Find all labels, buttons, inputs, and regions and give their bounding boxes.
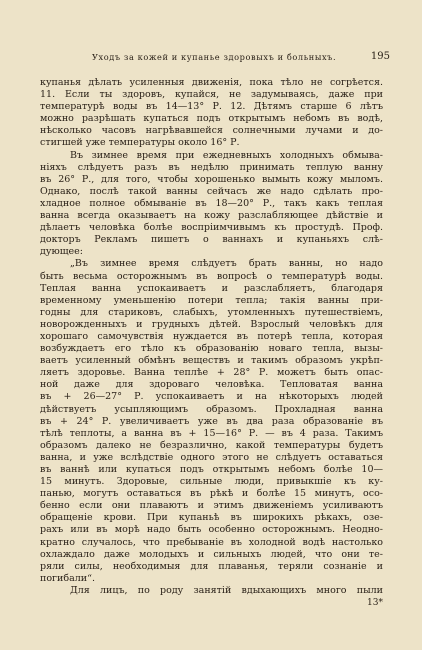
body-text [40,77,383,597]
signature-mark: 13* [367,598,383,608]
text-line: дѣлаетъ человѣка болѣе воспріимчивымъ къ простудѣ. Проф. [40,222,383,234]
text-line: тѣлѣ теплоты, а ванна въ + 15—16° Р. — въ 4 раза. Такимъ [40,427,383,439]
text-line: ванна всегда оказываетъ на кожу разслабляющее дѣйствіе и [40,210,383,222]
text-line: купанья дѣлать усиленныя движенія, пока тѣло не согрѣется. [40,77,383,88]
text-line: годны для стариковъ, слабыхъ, утомленныхъ путешествіемъ, [40,306,383,318]
text-line: ряли силы, необходимыя для плаванья, теряли сознаніе и [40,560,383,572]
text-line: ванна, и уже вслѣдствіе одного этого не слѣдуетъ оставаться [40,451,383,463]
text-line: ной даже для здороваго человѣка. Тепловатая ванна [40,379,383,391]
text-line: въ + 24° Р. увеличиваетъ уже въ два раза образованіе въ [40,415,383,427]
text-line: быть весьма осторожнымъ въ вопросѣ о температурѣ воды. [40,270,383,282]
text-line: кратно случалось, что пребываніе въ холодной водѣ настолько [40,536,383,548]
text-line: рахъ или въ морѣ надо быть особенно осторожнымъ. Неодно- [40,524,383,536]
running-head [40,52,390,66]
text-line: дѣйствуетъ усыпляющимъ образомъ. Прохладная ванна [40,403,383,415]
text-line: стигшей уже температуры около 16° Р. [40,137,240,149]
text-line: Однако, послѣ такой ванны сейчасъ же надо сдѣлать про- [40,185,383,197]
page-number: 195 [370,51,390,62]
text-line: въ 26° Р., для того, чтобы хорошенько вымыть кожу мыломъ. [40,173,383,185]
text-line: можно разрѣшать купаться подъ открытымъ небомъ въ водѣ, [40,113,383,125]
text-line: охлаждало даже молодыхъ и сильныхъ людей, что они те- [40,548,383,560]
text-line: въ ваннѣ или купаться подъ открытымъ небомъ болѣе 10— [40,464,383,475]
text-line: хладное полное обмываніе въ 18—20° Р., такъ какъ теплая [40,197,383,209]
text-line: панью, могутъ оставаться въ рѣкѣ и болѣе 15 минутъ, осо- [40,488,383,500]
text-line: Въ зимнее время при ежедневныхъ холодныхъ обмыва- [70,149,383,161]
text-line: докторъ Рекламъ пишетъ о ваннахъ и купаньяхъ слѣ- [40,234,383,246]
text-line: новорожденныхъ и грудныхъ дѣтей. Взрослый человѣкъ для [40,318,383,330]
text-line: временному уменьшенію потери тепла; такія ванны при- [40,294,383,306]
running-title: Уходъ за кожей и купанье здоровыхъ и больныхъ. [92,52,337,62]
text-line: хорошаго самочувствія нуждается въ потерѣ тепла, которая [40,330,383,342]
text-line: „Въ зимнее время слѣдуетъ брать ванны, но надо [70,258,383,270]
text-line: возбуждаетъ его тѣло къ образованію новаго тепла, вызы- [40,343,383,355]
text-line: обращеніе крови. При купаньѣ въ широкихъ рѣкахъ, озе- [40,512,383,524]
text-line: погибали“. [40,572,95,584]
text-line: ваетъ усиленный обмѣнъ веществъ и такимъ образомъ укрѣп- [40,355,383,367]
text-line: Для лицъ, по роду занятій вдыхающихъ много пыли [70,584,383,596]
text-line: образомъ далеко не безразлично, какой температуры будетъ [40,439,383,451]
text-line: 11. Если ты здоровъ, купайся, не задумываясь, даже при [40,89,383,101]
text-line: бенно если они плаваютъ и этимъ движеніемъ усиливаютъ [40,500,383,512]
text-line: Теплая ванна успокаиваетъ и разслабляетъ, благодаря [40,282,383,294]
text-line: ніяхъ слѣдуетъ разъ въ недѣлю принимать теплую ванну [40,161,383,173]
text-line: дующее: [40,246,83,258]
text-line: 15 минутъ. Здоровые, сильные люди, привыкшіе къ ку- [40,476,383,488]
text-line: въ + 26—27° Р. успокаиваетъ и на нѣкоторыхъ людей [40,391,383,403]
text-line: ляетъ здоровье. Ванна теплѣе + 28° Р. можетъ быть опас- [40,367,383,379]
text-line: нѣсколько часовъ нагрѣвавшейся солнечными лучами и до- [40,125,383,137]
text-line: температурѣ воды въ 14—13° Р. 12. Дѣтямъ старше 6 лѣтъ [40,101,383,113]
